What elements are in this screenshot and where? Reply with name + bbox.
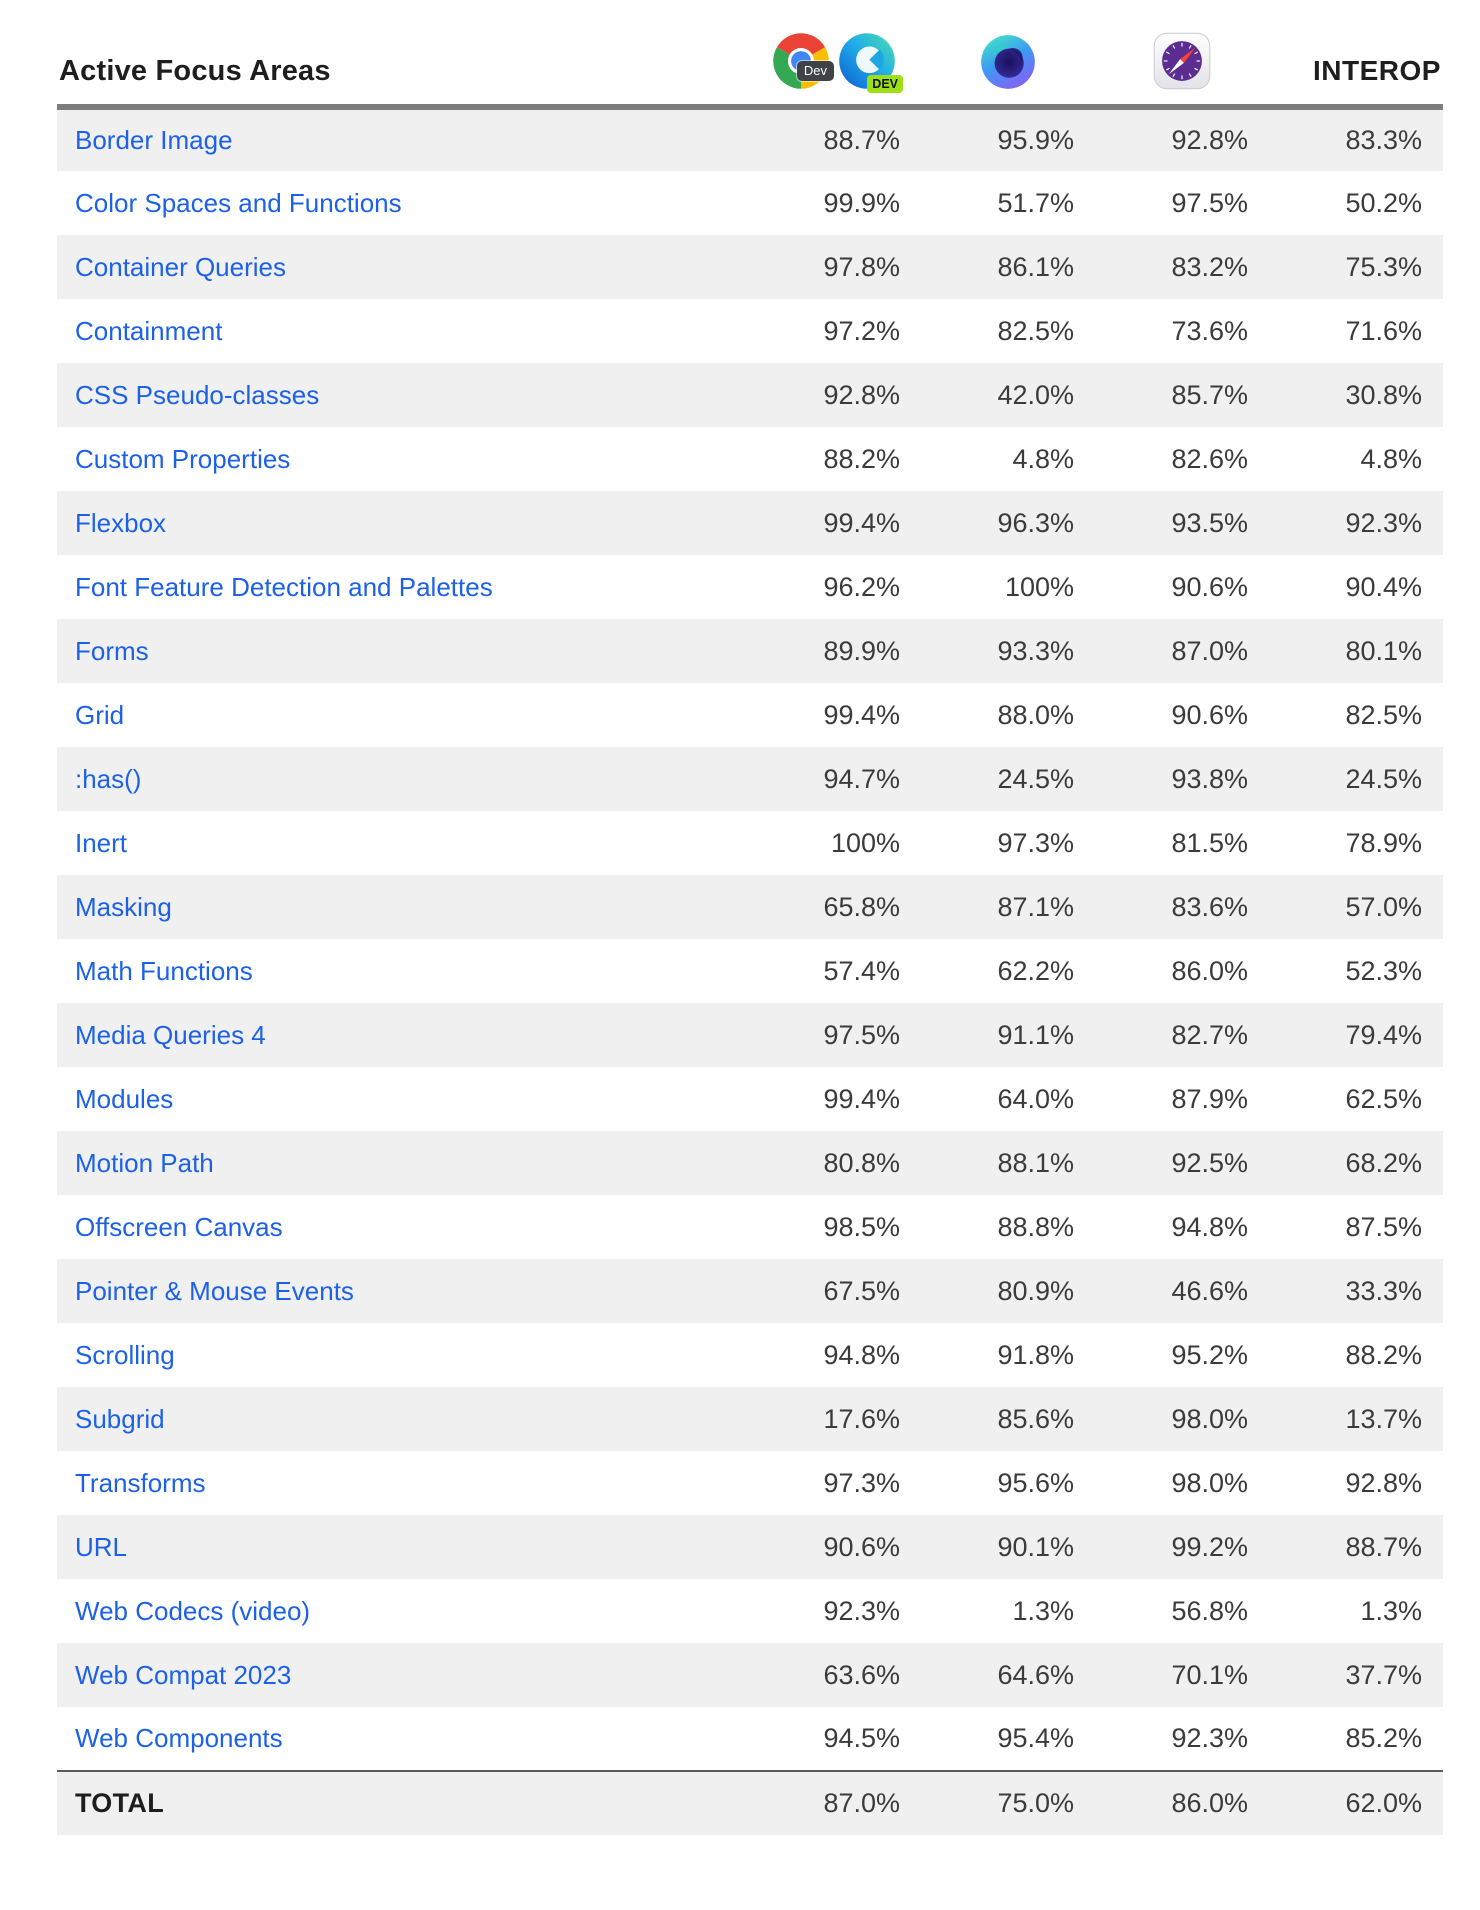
focus-area-link[interactable]: :has() <box>75 763 142 794</box>
score-cell: 97.2% <box>823 315 900 346</box>
table-row <box>57 1067 1443 1131</box>
table-row <box>57 555 1443 619</box>
score-cell: 91.1% <box>997 1019 1074 1050</box>
focus-area-cell <box>57 1259 747 1323</box>
score-cell: 95.4% <box>997 1723 1074 1753</box>
focus-area-link[interactable]: Pointer & Mouse Events <box>75 1275 354 1306</box>
table-row <box>57 107 1443 171</box>
score-cell: 87.9% <box>1171 1083 1248 1114</box>
score-cell: 88.7% <box>823 125 900 155</box>
score-cell: 90.1% <box>997 1531 1074 1562</box>
table-row <box>57 939 1443 1003</box>
focus-area-link[interactable]: Math Functions <box>75 955 253 986</box>
score-cell: 24.5% <box>997 763 1074 794</box>
score-cell: 64.0% <box>997 1083 1074 1114</box>
score-cell: 1.3% <box>1360 1595 1422 1626</box>
score-cell: 42.0% <box>997 379 1074 410</box>
score-cell: 98.0% <box>1171 1403 1248 1434</box>
focus-area-link[interactable]: Masking <box>75 891 172 922</box>
score-cell: 96.2% <box>823 571 900 602</box>
interop-header-label: INTEROP <box>1269 8 1443 107</box>
table-row <box>57 1707 1443 1771</box>
focus-area-cell <box>57 1195 747 1259</box>
score-cell: 37.7% <box>1345 1659 1422 1690</box>
safari-technology-preview-icon <box>1153 32 1211 90</box>
focus-area-cell <box>57 811 747 875</box>
score-cell: 80.8% <box>823 1147 900 1178</box>
total-label: TOTAL <box>57 1771 747 1835</box>
focus-area-link[interactable]: Modules <box>75 1083 174 1114</box>
score-cell: 56.8% <box>1171 1595 1248 1626</box>
table-row <box>57 875 1443 939</box>
score-cell: 100% <box>1004 571 1074 602</box>
score-cell: 1.3% <box>1012 1595 1074 1626</box>
table-row <box>57 1003 1443 1067</box>
score-cell: 100% <box>830 827 900 858</box>
focus-area-link[interactable]: Font Feature Detection and Palettes <box>75 571 493 602</box>
score-cell: 93.3% <box>997 635 1074 666</box>
focus-area-link[interactable]: Border Image <box>75 125 233 155</box>
table-header <box>57 8 1443 107</box>
score-cell: 13.7% <box>1345 1403 1422 1434</box>
score-cell: 57.4% <box>823 955 900 986</box>
total-score-safari: 86.0% <box>1095 1771 1269 1835</box>
score-cell: 97.3% <box>823 1467 900 1498</box>
table-title: Active Focus Areas <box>57 8 747 107</box>
score-cell: 90.6% <box>1171 699 1248 730</box>
focus-area-link[interactable]: Containment <box>75 315 223 346</box>
table-row <box>57 1515 1443 1579</box>
score-cell: 97.3% <box>997 827 1074 858</box>
chrome-dev-icon <box>772 32 830 90</box>
table-row <box>57 811 1443 875</box>
score-cell: 50.2% <box>1345 187 1422 218</box>
score-cell: 93.8% <box>1171 763 1248 794</box>
score-cell: 78.9% <box>1345 827 1422 858</box>
focus-area-cell <box>57 1579 747 1643</box>
focus-area-cell <box>57 363 747 427</box>
table-row <box>57 747 1443 811</box>
score-cell: 88.0% <box>997 699 1074 730</box>
score-cell: 63.6% <box>823 1659 900 1690</box>
edge-dev-icon <box>838 32 896 90</box>
focus-area-link[interactable]: CSS Pseudo-classes <box>75 379 320 410</box>
focus-area-cell <box>57 1515 747 1579</box>
score-cell: 85.6% <box>997 1403 1074 1434</box>
score-cell: 87.5% <box>1345 1211 1422 1242</box>
table-row <box>57 1323 1443 1387</box>
score-cell: 4.8% <box>1012 443 1074 474</box>
focus-area-cell <box>57 1643 747 1707</box>
score-cell: 88.2% <box>823 443 900 474</box>
focus-area-link[interactable]: Inert <box>75 827 128 858</box>
score-cell: 71.6% <box>1345 315 1422 346</box>
score-cell: 94.8% <box>823 1339 900 1370</box>
focus-area-link[interactable]: Media Queries 4 <box>75 1019 266 1050</box>
table-row <box>57 1451 1443 1515</box>
score-cell: 88.8% <box>997 1211 1074 1242</box>
focus-area-link[interactable]: Transforms <box>75 1467 206 1498</box>
score-cell: 89.9% <box>823 635 900 666</box>
score-cell: 82.5% <box>1345 699 1422 730</box>
focus-area-link[interactable]: Forms <box>75 635 149 666</box>
chrome-dev-badge: Dev <box>797 61 834 81</box>
focus-area-cell <box>57 491 747 555</box>
focus-area-link[interactable]: URL <box>75 1531 128 1562</box>
score-cell: 90.6% <box>823 1531 900 1562</box>
score-cell: 95.6% <box>997 1467 1074 1498</box>
focus-area-link[interactable]: Flexbox <box>75 507 167 538</box>
score-cell: 95.2% <box>1171 1339 1248 1370</box>
focus-area-cell <box>57 107 747 171</box>
table-row <box>57 619 1443 683</box>
score-cell: 86.1% <box>997 251 1074 282</box>
score-cell: 88.1% <box>997 1147 1074 1178</box>
score-cell: 92.3% <box>823 1595 900 1626</box>
score-cell: 88.2% <box>1345 1339 1422 1370</box>
score-cell: 97.5% <box>1171 187 1248 218</box>
score-cell: 82.7% <box>1171 1019 1248 1050</box>
focus-area-cell <box>57 939 747 1003</box>
total-score-chrome: 87.0% <box>747 1771 921 1835</box>
score-cell: 90.4% <box>1345 571 1422 602</box>
focus-area-cell <box>57 619 747 683</box>
score-cell: 98.5% <box>823 1211 900 1242</box>
score-cell: 64.6% <box>997 1659 1074 1690</box>
focus-area-cell <box>57 1067 747 1131</box>
score-cell: 96.3% <box>997 507 1074 538</box>
score-cell: 99.4% <box>823 1083 900 1114</box>
score-cell: 92.3% <box>1171 1723 1248 1753</box>
score-cell: 83.6% <box>1171 891 1248 922</box>
table-row <box>57 1259 1443 1323</box>
score-cell: 4.8% <box>1360 443 1422 474</box>
focus-area-cell <box>57 555 747 619</box>
table-row <box>57 683 1443 747</box>
score-cell: 94.5% <box>823 1723 900 1753</box>
focus-area-cell <box>57 875 747 939</box>
focus-area-cell <box>57 747 747 811</box>
focus-area-cell <box>57 1707 747 1771</box>
focus-area-link[interactable]: Motion Path <box>75 1147 214 1178</box>
score-cell: 52.3% <box>1345 955 1422 986</box>
edge-dev-badge: DEV <box>867 75 903 93</box>
focus-area-cell <box>57 683 747 747</box>
table-row <box>57 427 1443 491</box>
score-cell: 97.8% <box>823 251 900 282</box>
score-cell: 99.4% <box>823 699 900 730</box>
score-cell: 24.5% <box>1345 763 1422 794</box>
score-cell: 79.4% <box>1345 1019 1422 1050</box>
total-row <box>57 1771 1443 1835</box>
focus-area-link[interactable]: Web Compat 2023 <box>75 1659 292 1690</box>
focus-area-link[interactable]: Color Spaces and Functions <box>75 187 402 218</box>
focus-area-link[interactable]: Custom Properties <box>75 443 291 474</box>
focus-areas-table <box>57 8 1443 1835</box>
score-cell: 92.3% <box>1345 507 1422 538</box>
column-header-firefox-nightly <box>921 8 1095 107</box>
focus-area-link[interactable]: Container Queries <box>75 251 286 282</box>
score-cell: 65.8% <box>823 891 900 922</box>
table-footer <box>57 1771 1443 1835</box>
score-cell: 62.5% <box>1345 1083 1422 1114</box>
score-cell: 87.1% <box>997 891 1074 922</box>
focus-area-cell <box>57 1387 747 1451</box>
score-cell: 90.6% <box>1171 571 1248 602</box>
table-row <box>57 1579 1443 1643</box>
score-cell: 99.2% <box>1171 1531 1248 1562</box>
table-row <box>57 491 1443 555</box>
score-cell: 95.9% <box>997 125 1074 155</box>
focus-area-cell <box>57 1003 747 1067</box>
score-cell: 70.1% <box>1171 1659 1248 1690</box>
score-cell: 92.8% <box>1345 1467 1422 1498</box>
focus-area-cell <box>57 427 747 491</box>
score-cell: 85.2% <box>1345 1723 1422 1753</box>
score-cell: 82.5% <box>997 315 1074 346</box>
score-cell: 83.3% <box>1345 125 1422 155</box>
total-score-firefox: 75.0% <box>921 1771 1095 1835</box>
score-cell: 85.7% <box>1171 379 1248 410</box>
score-cell: 62.2% <box>997 955 1074 986</box>
score-cell: 94.7% <box>823 763 900 794</box>
table-row <box>57 363 1443 427</box>
score-cell: 93.5% <box>1171 507 1248 538</box>
focus-area-link[interactable]: Web Components <box>75 1723 283 1753</box>
table-row <box>57 299 1443 363</box>
score-cell: 80.9% <box>997 1275 1074 1306</box>
focus-area-link[interactable]: Grid <box>75 699 125 730</box>
focus-area-cell <box>57 171 747 235</box>
score-cell: 94.8% <box>1171 1211 1248 1242</box>
score-cell: 91.8% <box>997 1339 1074 1370</box>
score-cell: 92.8% <box>1171 125 1248 155</box>
score-cell: 99.9% <box>823 187 900 218</box>
focus-area-cell <box>57 1451 747 1515</box>
score-cell: 87.0% <box>1171 635 1248 666</box>
table-row <box>57 171 1443 235</box>
column-header-chrome-edge-dev <box>747 8 921 107</box>
score-cell: 83.2% <box>1171 251 1248 282</box>
score-cell: 81.5% <box>1171 827 1248 858</box>
score-cell: 67.5% <box>823 1275 900 1306</box>
score-cell: 73.6% <box>1171 315 1248 346</box>
score-cell: 82.6% <box>1171 443 1248 474</box>
score-cell: 86.0% <box>1171 955 1248 986</box>
table-row <box>57 1131 1443 1195</box>
focus-area-link[interactable]: Subgrid <box>75 1403 165 1434</box>
score-cell: 98.0% <box>1171 1467 1248 1498</box>
focus-area-cell <box>57 1131 747 1195</box>
focus-area-link[interactable]: Web Codecs (video) <box>75 1595 311 1626</box>
focus-area-link[interactable]: Offscreen Canvas <box>75 1211 283 1242</box>
score-cell: 97.5% <box>823 1019 900 1050</box>
table-row <box>57 1195 1443 1259</box>
score-cell: 33.3% <box>1345 1275 1422 1306</box>
score-cell: 92.5% <box>1171 1147 1248 1178</box>
table-row <box>57 1387 1443 1451</box>
score-cell: 80.1% <box>1345 635 1422 666</box>
table-row <box>57 235 1443 299</box>
score-cell: 92.8% <box>823 379 900 410</box>
column-header-safari-technology-preview <box>1095 8 1269 107</box>
focus-area-cell <box>57 1323 747 1387</box>
score-cell: 51.7% <box>997 187 1074 218</box>
table-body <box>57 107 1443 1771</box>
focus-area-cell <box>57 235 747 299</box>
focus-area-link[interactable]: Scrolling <box>75 1339 175 1370</box>
focus-area-cell <box>57 299 747 363</box>
table-row <box>57 1643 1443 1707</box>
score-cell: 30.8% <box>1345 379 1422 410</box>
total-score-interop: 62.0% <box>1269 1771 1443 1835</box>
score-cell: 68.2% <box>1345 1147 1422 1178</box>
score-cell: 17.6% <box>823 1403 900 1434</box>
firefox-nightly-icon <box>980 34 1036 90</box>
score-cell: 99.4% <box>823 507 900 538</box>
score-cell: 57.0% <box>1345 891 1422 922</box>
score-cell: 46.6% <box>1171 1275 1248 1306</box>
score-cell: 75.3% <box>1345 251 1422 282</box>
score-cell: 88.7% <box>1345 1531 1422 1562</box>
